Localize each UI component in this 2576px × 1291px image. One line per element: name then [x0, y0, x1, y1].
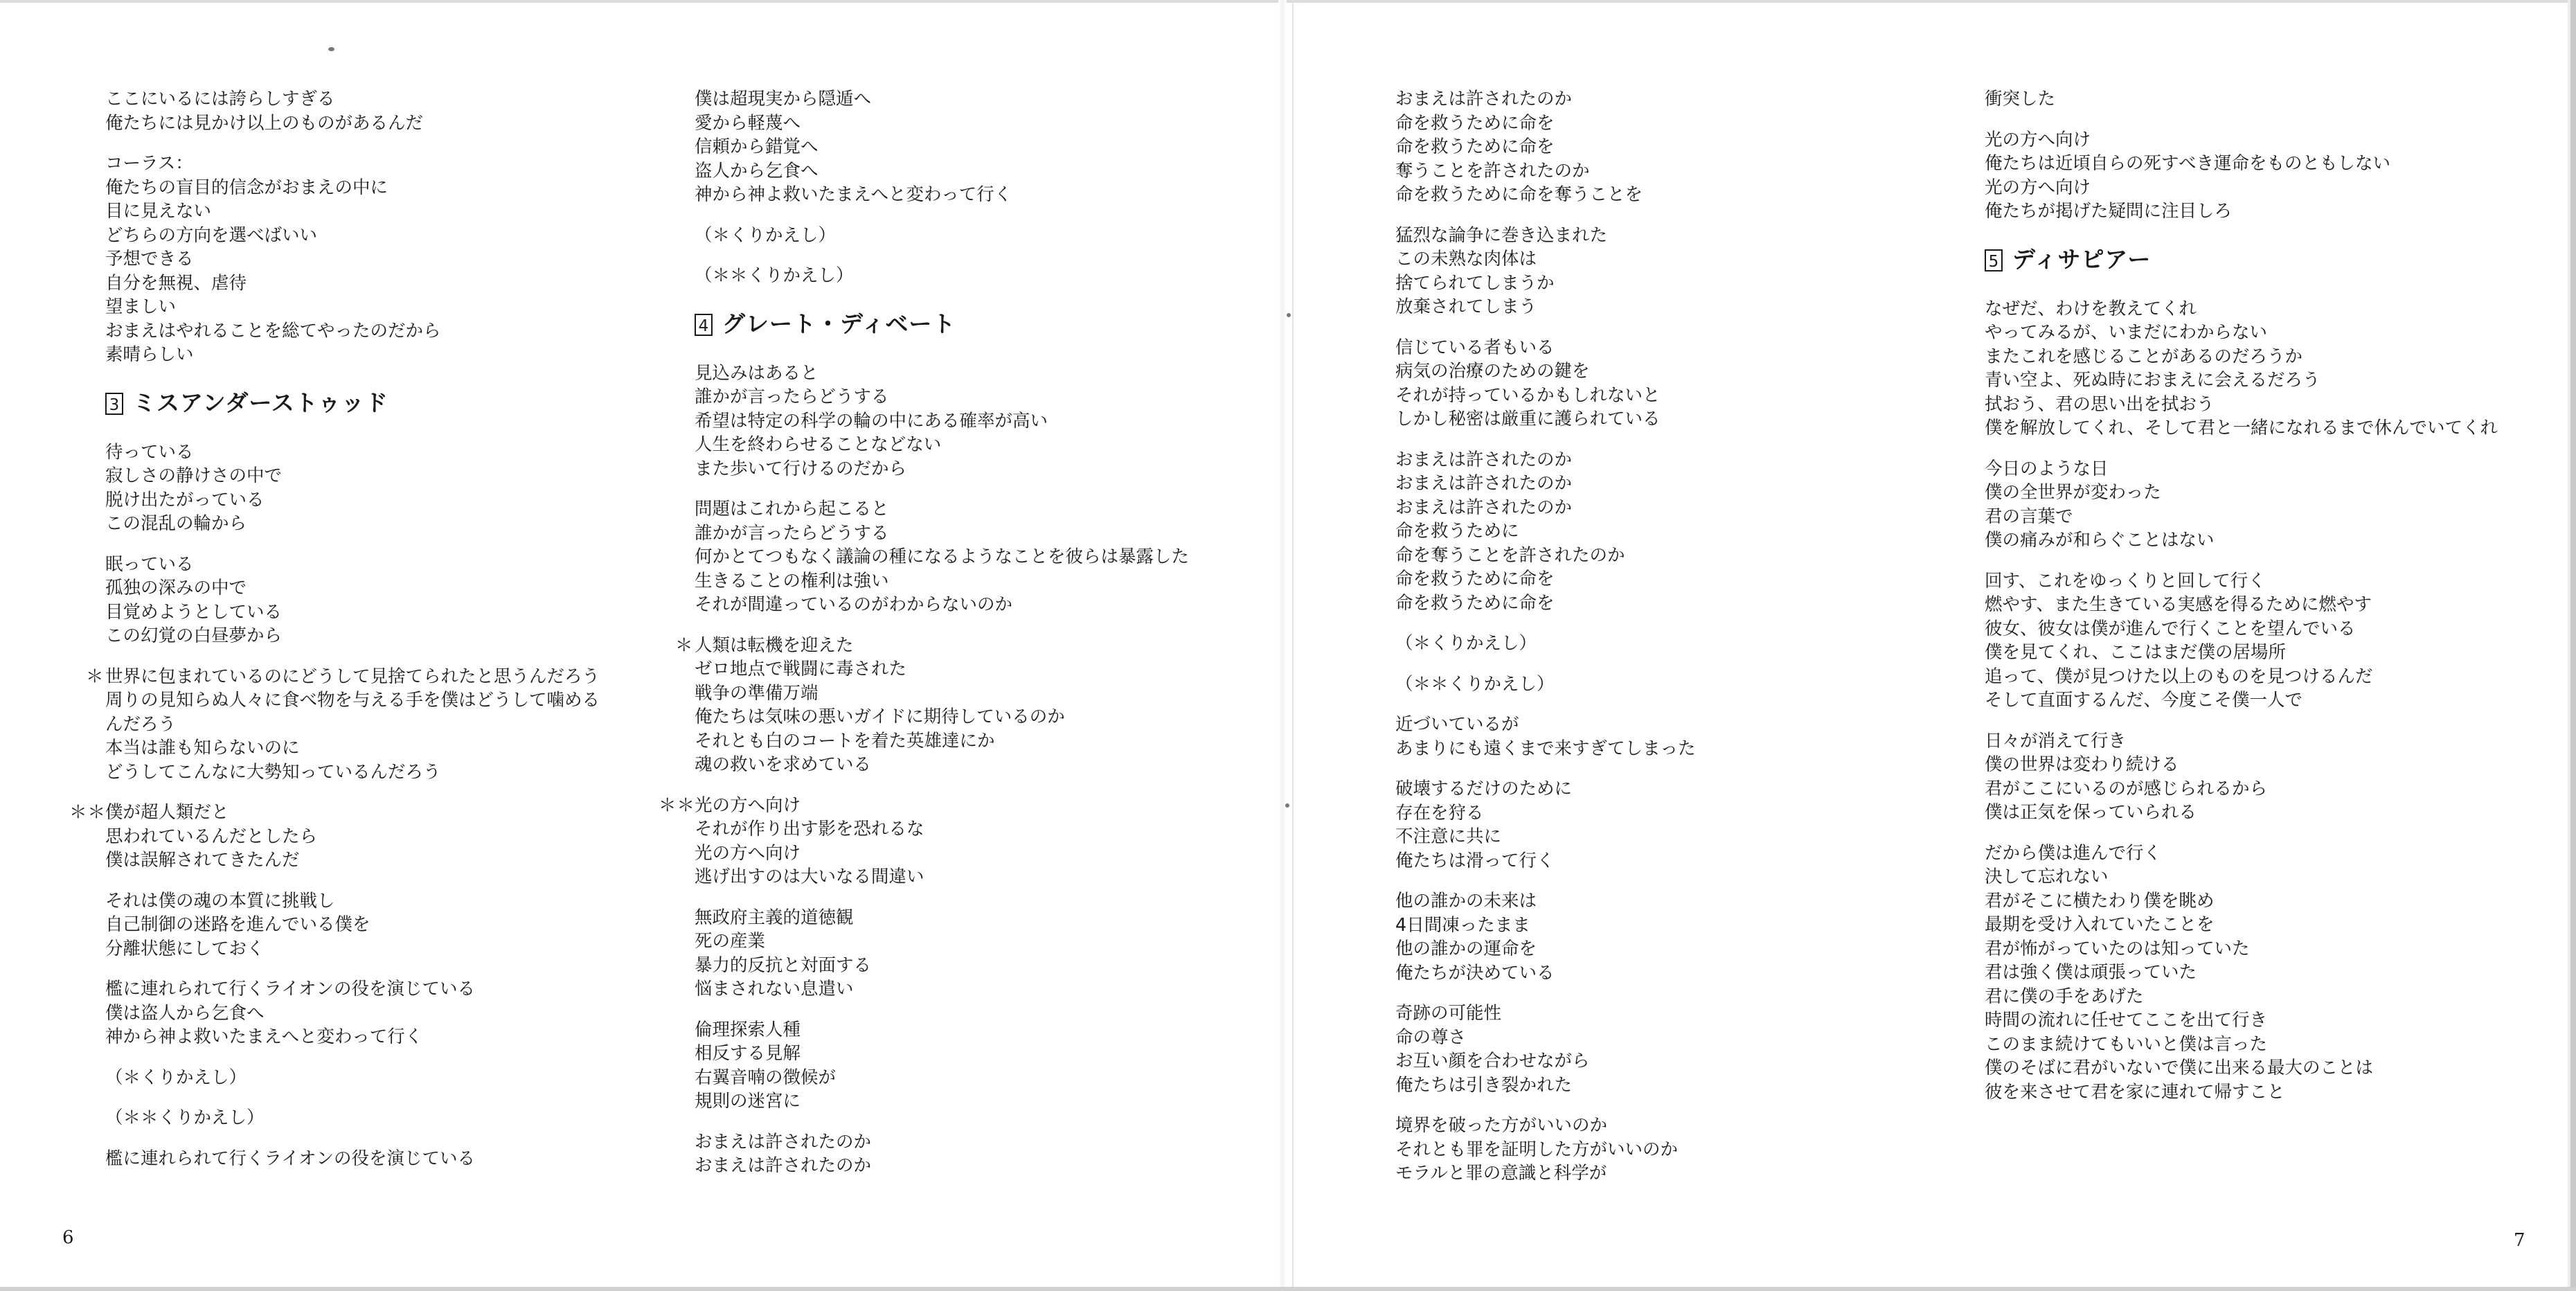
- lyric-line: 規則の迷宮に: [695, 1091, 801, 1112]
- lyric-line: 待っている: [105, 441, 194, 463]
- lyric-line: 希望は特定の科学の輪の中にある確率が高い: [695, 410, 1048, 431]
- lyric-stanza: [695, 362, 1189, 481]
- lyric-line: 僕が超人類だと: [105, 802, 229, 823]
- lyric-line: 時間の流れに任せてここを出て行き: [1985, 1010, 2268, 1031]
- lyric-line: 自分を無視、虐待: [105, 272, 247, 294]
- lyric-stanza: [695, 87, 1189, 207]
- lyric-stanza: [105, 440, 600, 536]
- lyric-line: 命を救うために命を: [1395, 569, 1555, 589]
- scan-speck: [1285, 803, 1289, 808]
- lyric-line: （＊くりかえし）: [695, 224, 837, 246]
- right-edge: [2570, 0, 2576, 1291]
- lyric-line: ゼロ地点で戦闘に毒された: [695, 659, 907, 679]
- lyric-line: 俺たちは引き裂かれた: [1395, 1074, 1573, 1096]
- lyric-stanza: [1395, 1001, 1696, 1097]
- song-number-box: 4: [695, 314, 713, 336]
- lyric-line: 彼を来させて君を家に連れて帰すこと: [1985, 1081, 2285, 1103]
- lyric-line: 君がそこに横たわり僕を眺め: [1985, 890, 2215, 911]
- lyric-line: 誰かが言ったらどうする: [695, 522, 889, 544]
- lyric-line: コーラス：: [105, 153, 193, 174]
- lyric-line: 僕の全世界が変わった: [1985, 482, 2161, 503]
- lyric-line: それとも罪を証明した方がいいのか: [1395, 1139, 1679, 1160]
- lyric-line: 素晴らしい: [105, 344, 194, 365]
- lyric-line: どうしてこんなに大勢知っているんだろう: [105, 761, 441, 783]
- lyric-stanza: [695, 1130, 1189, 1178]
- lyric-line: 人生を終わらせることなどない: [695, 434, 942, 455]
- lyric-line: 君が怖がっていたのは知っていた: [1985, 938, 2250, 959]
- lyric-line: 問題はこれから起こると: [695, 499, 889, 519]
- page-number-left: 6: [62, 1227, 74, 1248]
- lyric-stanza: [105, 1147, 600, 1171]
- lyric-line: （＊くりかえし）: [105, 1067, 247, 1088]
- lyric-line: 寂しさの静けさの中で: [105, 465, 283, 486]
- lyric-line: それが作り出す影を恐れるな: [695, 819, 924, 839]
- refrain-mark: ＊＊: [659, 794, 696, 816]
- lyric-line: 奇跡の可能性: [1395, 1003, 1502, 1024]
- lyric-stanza: [1395, 777, 1696, 873]
- lyric-line: 放棄されてしまう: [1395, 296, 1537, 317]
- lyric-line: 盗人から乞食へ: [695, 160, 819, 181]
- lyric-line: 僕の世界は変わり続ける: [1985, 754, 2179, 775]
- lyric-line: 魂の救いを求めている: [695, 754, 872, 775]
- lyric-line: 今日のような日: [1985, 458, 2109, 479]
- lyric-stanza: [69, 801, 600, 873]
- lyric-line: 拭おう、君の思い出を拭おう: [1985, 393, 2215, 415]
- song-title: [105, 388, 600, 420]
- lyric-line: 俺たちには見かけ以上のものがあるんだ: [105, 112, 424, 134]
- song-number-box: 3: [105, 393, 123, 415]
- lyric-line: おまえは許されたのか: [695, 1155, 872, 1176]
- lyric-line: 命の尊さ: [1395, 1026, 1467, 1048]
- lyric-line: それは僕の魂の本質に挑戦し: [105, 890, 335, 911]
- lyric-line: 右翼音喃の徴候が: [695, 1067, 837, 1088]
- lyric-stanza: [105, 152, 600, 367]
- lyrics-column-2: [659, 87, 1190, 1195]
- lyric-stanza: [1985, 569, 2498, 713]
- lyric-line: 誰かが言ったらどうする: [695, 386, 889, 407]
- lyric-line: しかし秘密は厳重に護られている: [1395, 409, 1661, 429]
- lyric-line: 命を救うために命を: [1395, 112, 1555, 134]
- lyric-stanza: [1395, 224, 1696, 319]
- lyric-line: （＊＊くりかえし）: [105, 1107, 265, 1128]
- lyric-line: あまりにも遠くまで来すぎてしまった: [1395, 738, 1696, 759]
- lyric-line: 望ましい: [105, 296, 177, 317]
- lyric-line: 光の方へ向け: [1985, 129, 2091, 150]
- lyric-line: 僕を見てくれ、ここはまだ僕の居場所: [1985, 642, 2287, 663]
- lyric-line: 破壊するだけのために: [1395, 778, 1573, 799]
- lyric-line: （＊＊くりかえし）: [695, 265, 854, 286]
- lyric-line: 君に僕の手をあげた: [1985, 986, 2144, 1007]
- lyric-line: 俺たちは近頃自らの死すべき運命をものともしない: [1985, 153, 2390, 174]
- lyric-stanza: [105, 977, 600, 1049]
- lyric-line: なぜだ、わけを教えてくれ: [1985, 298, 2197, 319]
- lyric-stanza: [86, 665, 600, 785]
- lyric-line: この混乱の輪から: [105, 513, 247, 534]
- lyric-line: 命を救うために命を: [1395, 592, 1555, 614]
- lyric-line: 命を救うために: [1395, 521, 1519, 542]
- lyric-line: 目に見えない: [105, 201, 212, 222]
- lyric-line: （＊くりかえし）: [1395, 633, 1537, 654]
- refrain-mark: ＊: [675, 634, 694, 656]
- lyric-line: 光の方へ向け: [695, 842, 801, 864]
- lyric-line: 悩まされない息遣い: [695, 979, 854, 999]
- lyrics-column-1: [69, 87, 600, 1187]
- lyric-line: 僕は超現実から隠遁へ: [695, 89, 872, 109]
- lyric-line: 境界を破った方がいいのか: [1395, 1115, 1608, 1136]
- lyric-line: やってみるが、いまだにわからない: [1985, 322, 2268, 343]
- lyric-line: 逃げ出すのは大いなる間違い: [695, 866, 924, 887]
- lyric-line: そして直面するんだ、今度こそ僕一人で: [1985, 690, 2303, 711]
- lyric-stanza: [1985, 297, 2498, 440]
- lyric-stanza: [1395, 632, 1696, 656]
- lyric-line: 燃やす、また生きている実感を得るために燃やす: [1985, 594, 2372, 615]
- lyric-line: 人類は転機を迎えた: [695, 634, 854, 656]
- lyric-stanza: [1985, 128, 2498, 224]
- center-fold-line: [1292, 0, 1294, 1291]
- lyric-line: 信じている者もいる: [1395, 337, 1555, 358]
- lyric-line: 愛から軽蔑へ: [695, 112, 801, 134]
- lyric-stanza: [105, 87, 600, 135]
- lyric-line: ここにいるには誇らしすぎる: [105, 89, 335, 109]
- lyric-line: おまえは許されたのか: [1395, 497, 1573, 518]
- lyric-line: 近づいているが: [1395, 714, 1519, 735]
- center-fold: [1278, 0, 1287, 1291]
- lyric-line: この未熟な肉体は: [1395, 249, 1537, 269]
- lyric-stanza: [1985, 729, 2498, 825]
- lyric-line: 信頼から錯覚へ: [695, 136, 819, 157]
- lyric-line: 思われているんだとしたら: [105, 826, 318, 847]
- lyric-line: 暴力的反抗と対面する: [695, 954, 872, 976]
- lyric-stanza: [1395, 87, 1696, 207]
- lyric-line: この幻覚の白昼夢から: [105, 625, 283, 646]
- lyric-line: 何かとてつもなく議論の種になるようなことを彼らは暴露した: [695, 546, 1190, 567]
- song-name: ディサピアー: [2012, 246, 2152, 274]
- bottom-edge: [0, 1287, 2576, 1291]
- lyric-line: 追って、僕が見つけた以上のものを見つけるんだ: [1985, 666, 2373, 687]
- lyric-line: 最期を受け入れていたことを: [1985, 914, 2215, 935]
- lyric-stanza: [105, 1106, 600, 1130]
- lyric-line: 僕は誤解されてきたんだ: [105, 850, 300, 871]
- lyric-line: 奪うことを許されたのか: [1395, 160, 1590, 181]
- lyric-stanza: [659, 794, 1189, 889]
- song-name: ミスアンダーストゥッド: [133, 389, 388, 417]
- lyric-line: 僕は盗人から乞食へ: [105, 1002, 265, 1024]
- lyric-stanza: [1985, 457, 2498, 553]
- lyric-line: 僕は正気を保っていられる: [1985, 802, 2197, 823]
- lyric-line: 君の言葉で: [1985, 506, 2073, 527]
- song-title: [1985, 244, 2498, 276]
- lyric-line: 無政府主義的道徳観: [695, 907, 854, 928]
- lyric-line: 俺たちは気味の悪いガイドに期待しているのか: [695, 706, 1065, 727]
- lyric-line: それとも白のコートを着た英雄達にか: [695, 730, 995, 751]
- lyric-line: 本当は誰も知らないのに: [105, 738, 300, 758]
- lyric-line: 君がここにいるのが感じられるから: [1985, 778, 2268, 799]
- lyric-line: おまえは許されたのか: [1395, 473, 1573, 494]
- lyric-line: 命を奪うことを許されたのか: [1395, 544, 1625, 566]
- lyric-stanza: [105, 553, 600, 648]
- song-name: グレート・ディベート: [722, 310, 956, 338]
- lyric-line: 檻に連れられて行くライオンの役を演じている: [105, 979, 475, 999]
- lyrics-column-4: [1985, 87, 2498, 1121]
- lyric-line: 予想できる: [105, 249, 194, 269]
- lyric-line: 戦争の準備万端: [695, 682, 819, 704]
- lyric-stanza: [1395, 713, 1696, 760]
- song-number-box: 5: [1985, 249, 2003, 271]
- lyric-line: また歩いて行けるのだから: [695, 458, 907, 479]
- lyric-line: 見込みはあると: [695, 362, 819, 384]
- lyric-line: おまえはやれることを総てやったのだから: [105, 320, 441, 341]
- lyric-line: （＊＊くりかえし）: [1395, 673, 1555, 695]
- lyric-line: 存在を狩る: [1395, 802, 1484, 823]
- lyric-line: 光の方へ向け: [695, 794, 801, 816]
- scan-speck: [1287, 313, 1291, 317]
- lyric-line: 光の方へ向け: [1985, 177, 2091, 198]
- lyric-stanza: [675, 634, 1189, 777]
- lyric-stanza: [695, 906, 1189, 1001]
- lyric-stanza: [695, 1018, 1189, 1114]
- lyric-stanza: [695, 224, 1189, 248]
- lyric-line: 脱け出たがっている: [105, 489, 265, 510]
- lyric-line: 自己制御の迷路を進んでいる僕を: [105, 914, 370, 935]
- lyric-line: 日々が消えて行き: [1985, 730, 2127, 751]
- lyric-line: 命を救うために命を: [1395, 136, 1555, 157]
- scan-speck: [328, 47, 334, 51]
- lyric-stanza: [1395, 336, 1696, 431]
- lyric-line: 僕のそばに君がいないで僕に出来る最大のことは: [1985, 1058, 2374, 1078]
- lyric-stanza: [695, 497, 1189, 617]
- lyric-line: 捨てられてしまうか: [1395, 272, 1555, 294]
- lyric-line: 君は強く僕は頑張っていた: [1985, 962, 2197, 983]
- lyric-line: 俺たちの盲目的信念がおまえの中に: [105, 177, 388, 198]
- lyric-line: 俺たちは滑って行く: [1395, 850, 1555, 871]
- lyric-stanza: [1395, 673, 1696, 697]
- lyric-line: 他の誰かの運命を: [1395, 938, 1537, 959]
- page-number-right: 7: [2514, 1230, 2525, 1251]
- lyric-stanza: [1395, 448, 1696, 616]
- lyric-line: 生きることの権利は強い: [695, 570, 889, 591]
- lyric-line: 4日間凍ったまま: [1395, 914, 1530, 936]
- lyric-line: 神から神よ救いたまえへと変わって行く: [105, 1026, 423, 1047]
- lyric-line: 病気の治療のための鍵を: [1395, 361, 1590, 382]
- lyric-line: 俺たちが掲げた疑問に注目しろ: [1985, 201, 2233, 222]
- lyric-line: 俺たちが決めている: [1395, 962, 1555, 983]
- lyric-line: 檻に連れられて行くライオンの役を演じている: [105, 1148, 475, 1169]
- lyric-line: 回す、これをゆっくりと回して行く: [1985, 570, 2266, 591]
- refrain-mark: ＊: [86, 666, 105, 687]
- lyric-stanza: [1395, 1114, 1696, 1186]
- lyric-line: またこれを感じることがあるのだろうか: [1985, 346, 2303, 367]
- lyric-line: 彼女、彼女は僕が進んで行くことを望んでいる: [1985, 618, 2356, 639]
- lyric-line: 目覚めようとしている: [105, 601, 283, 623]
- lyric-line: 神から神よ救いたまえへと変わって行く: [695, 184, 1012, 205]
- song-title: [695, 309, 1189, 341]
- lyric-line: 青い空よ、死ぬ時におまえに会えるだろう: [1985, 370, 2320, 391]
- lyric-line: 相反する見解: [695, 1043, 801, 1064]
- lyric-stanza: [105, 1066, 600, 1090]
- lyric-line: 眠っている: [105, 553, 194, 575]
- lyric-line: んだろう: [105, 713, 177, 735]
- lyric-stanza: [105, 889, 600, 961]
- lyric-line: 僕の痛みが和らぐことはない: [1985, 530, 2215, 551]
- lyric-line: どちらの方向を選べばいい: [105, 224, 318, 246]
- lyric-line: おまえは許されたのか: [1395, 89, 1573, 109]
- top-edge: [0, 0, 2576, 3]
- lyric-line: 不注意に共に: [1395, 826, 1502, 847]
- lyric-line: 衝突した: [1985, 89, 2056, 109]
- lyric-line: 決して忘れない: [1985, 866, 2109, 887]
- lyric-line: 世界に包まれているのにどうして見捨てられたと思うんだろう: [105, 666, 600, 687]
- lyric-line: おまえは許されたのか: [695, 1131, 872, 1152]
- lyric-stanza: [1395, 889, 1696, 985]
- lyric-line: 猛烈な論争に巻き込まれた: [1395, 224, 1608, 246]
- lyric-stanza: [1985, 87, 2498, 112]
- lyric-stanza: [695, 264, 1189, 288]
- lyric-line: このまま続けてもいいと僕は言った: [1985, 1033, 2268, 1055]
- lyric-line: 分離状態にしておく: [105, 938, 265, 959]
- lyric-line: それが間違っているのがわからないのか: [695, 594, 1013, 615]
- refrain-mark: ＊＊: [69, 802, 107, 823]
- lyric-stanza: [1985, 842, 2498, 1105]
- lyric-line: 孤独の深みの中で: [105, 578, 247, 598]
- lyric-line: 僕を解放してくれ、そして君と一緒になれるまで休んでいてくれ: [1985, 418, 2498, 438]
- lyric-line: 死の産業: [695, 931, 766, 952]
- lyric-line: 周りの見知らぬ人々に食べ物を与える手を僕はどうして噛める: [105, 690, 600, 711]
- lyric-line: お互い顔を合わせながら: [1395, 1051, 1590, 1071]
- lyric-line: モラルと罪の意識と科学が: [1395, 1163, 1607, 1184]
- lyric-line: 倫理探索人種: [695, 1019, 801, 1040]
- lyric-line: 他の誰かの未来は: [1395, 891, 1537, 911]
- lyric-line: 命を救うために命を奪うことを: [1395, 184, 1643, 205]
- lyrics-column-3: [1395, 87, 1696, 1202]
- lyric-line: おまえは許されたのか: [1395, 449, 1573, 470]
- lyric-line: だから僕は進んで行く: [1985, 842, 2162, 864]
- lyric-line: それが持っているかもしれないと: [1395, 384, 1661, 406]
